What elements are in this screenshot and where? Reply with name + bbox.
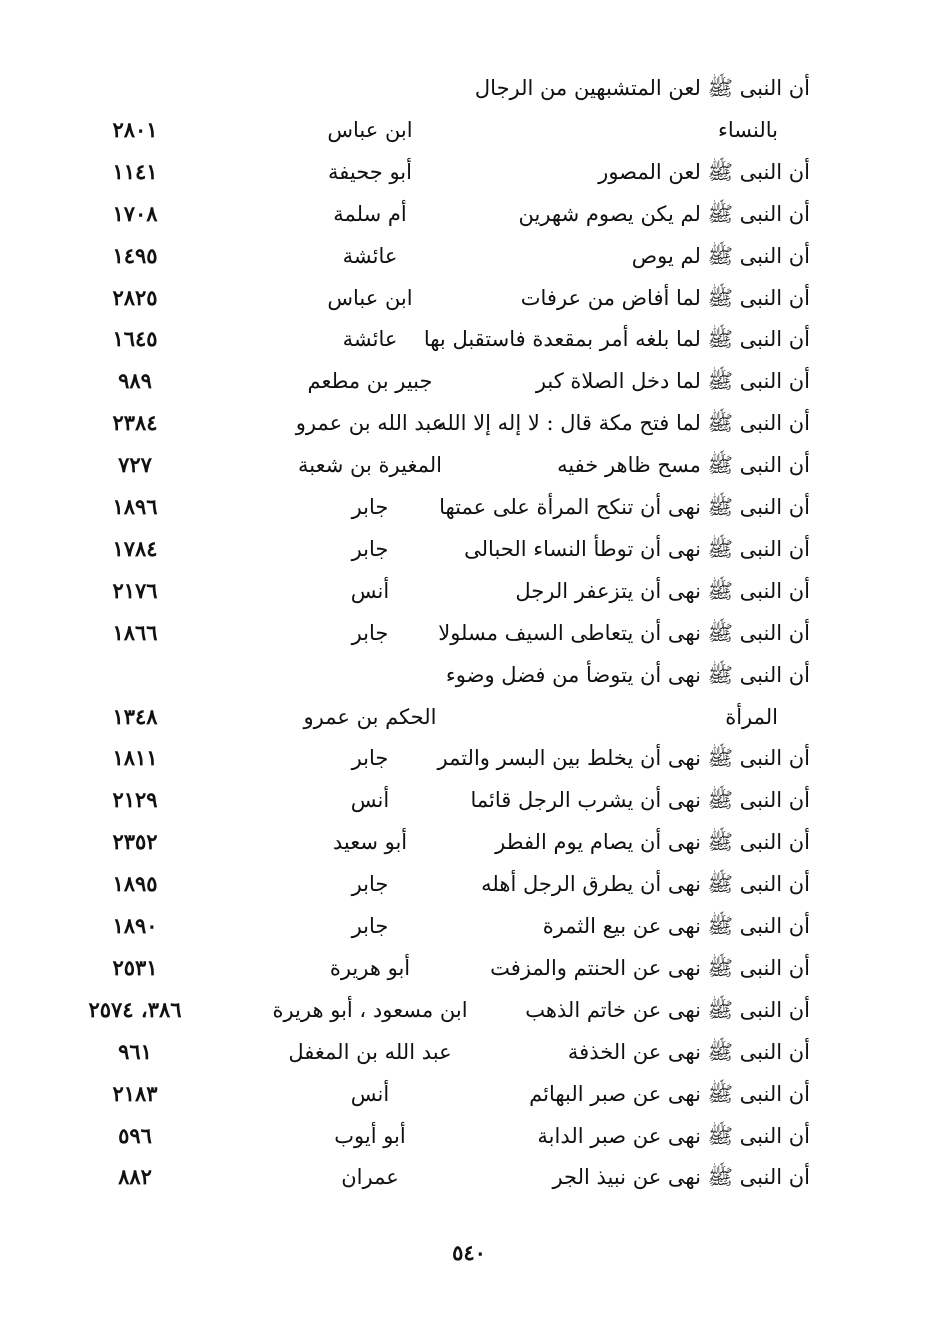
hadith-number: ١٣٤٨ <box>112 703 158 729</box>
index-entry-row <box>0 697 938 737</box>
hadith-text: أن النبى ﷺ لما دخل الصلاة كبر <box>535 369 810 394</box>
narrator-name: المغيرة بن شعبة <box>298 453 442 478</box>
hadith-text: أن النبى ﷺ لما فتح مكة قال : لا إله إلا الله <box>436 411 810 436</box>
hadith-text: أن النبى ﷺ نهى عن بيع الثمرة <box>542 914 810 938</box>
index-entry-row <box>0 1032 938 1072</box>
index-entry-row <box>0 1074 938 1114</box>
hadith-number: ٩٦١ <box>118 1038 152 1064</box>
page-number: ٥٤٠ <box>452 1240 486 1265</box>
hadith-text: أن النبى ﷺ لعن المصور <box>598 159 810 184</box>
hadith-number: ١٨٦٦ <box>112 619 158 645</box>
index-entry-row <box>0 236 938 276</box>
index-entry-row <box>0 864 938 904</box>
hadith-text: أن النبى ﷺ نهى عن الخذفة <box>567 1039 810 1064</box>
hadith-number: ١٨٩٠ <box>112 913 158 938</box>
hadith-number: ٣٨٦، ٢٥٧٤ <box>88 996 182 1022</box>
hadith-text: أن النبى ﷺ نهى عن الحنتم والمزفت <box>490 955 810 980</box>
index-entry-row <box>0 571 938 611</box>
narrator-name: جابر <box>351 495 389 519</box>
narrator-name: أنس <box>350 788 390 813</box>
hadith-text: أن النبى ﷺ لما بلغه أمر بمقعدة فاستقبل بها <box>423 327 810 352</box>
hadith-text: أن النبى ﷺ لما أفاض من عرفات <box>520 285 810 310</box>
index-entry-row <box>0 822 938 862</box>
narrator-name: ابن مسعود ، أبو هريرة <box>272 997 468 1022</box>
narrator-name: جبير بن مطعم <box>307 369 433 394</box>
hadith-number: ١٨٩٥ <box>112 871 158 897</box>
hadith-text: المرأة <box>725 704 778 729</box>
index-entry-row <box>0 110 938 150</box>
narrator-name: عائشة <box>342 243 398 268</box>
narrator-name: عبد الله بن عمرو <box>295 411 445 436</box>
hadith-text: أن النبى ﷺ نهى عن نبيذ الجر <box>552 1165 810 1190</box>
narrator-name: أنس <box>350 578 390 603</box>
narrator-name: جابر <box>351 746 389 771</box>
index-entry-row <box>0 152 938 192</box>
hadith-text: بالنساء <box>718 117 778 142</box>
hadith-text: أن النبى ﷺ نهى أن يشرب الرجل قائما <box>470 788 810 813</box>
index-entry-row <box>0 68 938 108</box>
index-entry-row <box>0 1116 938 1156</box>
index-entry-row <box>0 906 938 946</box>
hadith-text: أن النبى ﷺ لم يكن يصوم شهرين <box>518 201 810 226</box>
narrator-name: ابن عباس <box>327 285 413 310</box>
index-entry-row <box>0 278 938 318</box>
narrator-name: عائشة <box>342 327 398 352</box>
narrator-name: أنس <box>350 1081 390 1106</box>
hadith-number: ٢٨٠١ <box>112 116 158 142</box>
narrator-name: أبو سعيد <box>332 830 408 855</box>
index-entry-row <box>0 445 938 485</box>
index-entry-row <box>0 655 938 695</box>
hadith-number: ٢٣٥٢ <box>112 829 158 855</box>
hadith-number: ٢٨٢٥ <box>112 284 158 310</box>
hadith-text: أن النبى ﷺ نهى عن صبر الدابة <box>537 1123 810 1148</box>
hadith-number: ٢٣٨٤ <box>112 410 158 436</box>
index-entry-row <box>0 780 938 820</box>
hadith-number: ٧٢٧ <box>118 452 152 478</box>
narrator-name: ابن عباس <box>327 117 413 142</box>
hadith-number: ١٧٠٨ <box>112 200 158 226</box>
index-entry-row <box>0 948 938 988</box>
narrator-name: أبو أيوب <box>334 1123 406 1148</box>
index-entry-row <box>0 319 938 359</box>
hadith-text: أن النبى ﷺ نهى أن يتوضأ من فضل وضوء <box>445 662 810 687</box>
narrator-name: أبو جحيفة <box>328 159 412 184</box>
hadith-text: أن النبى ﷺ نهى أن يخلط بين البسر والتمر <box>437 746 810 771</box>
hadith-text: أن النبى ﷺ نهى أن يتعاطى السيف مسلولا <box>438 620 810 645</box>
index-entry-row <box>0 529 938 569</box>
narrator-name: جابر <box>351 536 389 561</box>
narrator-name: عمران <box>341 1165 399 1190</box>
hadith-number: ١١٤١ <box>112 158 158 184</box>
hadith-text: أن النبى ﷺ نهى أن يتزعفر الرجل <box>515 578 810 603</box>
hadith-text: أن النبى ﷺ لم يوص <box>631 243 810 268</box>
index-entry-row <box>0 990 938 1030</box>
hadith-number: ٢١٢٩ <box>112 787 158 813</box>
narrator-name: جابر <box>351 872 389 897</box>
hadith-number: ٩٨٩ <box>118 368 152 394</box>
index-entry-row <box>0 1157 938 1197</box>
narrator-name: عبد الله بن المغفل <box>288 1039 452 1064</box>
index-entry-row <box>0 194 938 234</box>
index-entry-row <box>0 738 938 778</box>
hadith-number: ١٤٩٥ <box>112 242 158 268</box>
index-entry-row <box>0 487 938 527</box>
hadith-text: أن النبى ﷺ لعن المتشبهين من الرجال <box>474 76 810 100</box>
hadith-number: ١٨١١ <box>112 745 158 771</box>
hadith-text: أن النبى ﷺ نهى أن توطأ النساء الحبالى <box>464 536 810 561</box>
hadith-number: ٢١٧٦ <box>112 577 158 603</box>
narrator-name: أبو هريرة <box>329 955 411 980</box>
hadith-number: ١٨٩٦ <box>112 494 158 519</box>
index-entry-row <box>0 613 938 653</box>
narrator-name: الحكم بن عمرو <box>303 704 437 729</box>
narrator-name: جابر <box>351 620 389 645</box>
hadith-text: أن النبى ﷺ نهى عن صبر البهائم <box>529 1081 810 1106</box>
narrator-name: أم سلمة <box>333 201 407 226</box>
hadith-number: ٢١٨٣ <box>112 1080 158 1106</box>
hadith-text: أن النبى ﷺ نهى أن يطرق الرجل أهله <box>481 872 810 897</box>
index-entry-row <box>0 361 938 401</box>
index-entry-row <box>0 403 938 443</box>
hadith-number: ٥٩٦ <box>118 1122 152 1148</box>
hadith-text: أن النبى ﷺ نهى أن تنكح المرأة على عمتها <box>439 495 810 519</box>
hadith-number: ٨٨٢ <box>118 1164 152 1190</box>
narrator-name: جابر <box>351 914 389 938</box>
hadith-text: أن النبى ﷺ نهى أن يصام يوم الفطر <box>495 830 810 855</box>
hadith-number: ٢٥٣١ <box>112 954 158 980</box>
hadith-number: ١٧٨٤ <box>112 535 158 561</box>
hadith-text: أن النبى ﷺ نهى عن خاتم الذهب <box>525 997 810 1022</box>
hadith-number: ١٦٤٥ <box>112 326 158 352</box>
hadith-text: أن النبى ﷺ مسح ظاهر خفيه <box>557 453 810 478</box>
